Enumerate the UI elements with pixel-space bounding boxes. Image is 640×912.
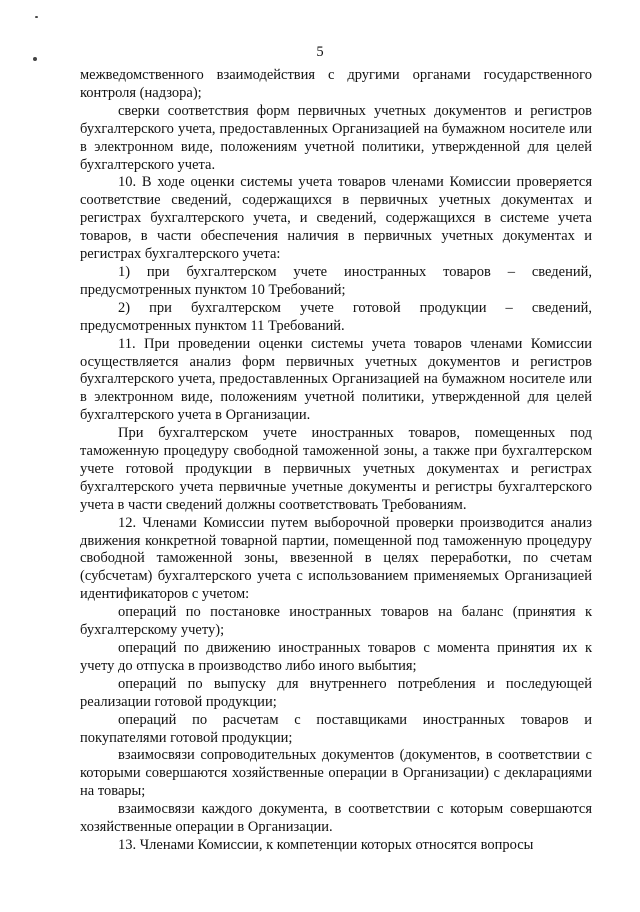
document-body <box>80 67 592 855</box>
paragraph-item-10-2: 2) при бухгалтерском учете готовой продукции – сведений, предусмотренных пунктом 11 Требований. <box>80 299 592 334</box>
paragraph-item-11-note: При бухгалтерском учете иностранных товаров, помещенных под таможенную процедуру свободной таможенной зоны, а также при бухгалтерском учете готовой продукции в первичных учетных документах и регистрах бухгалтерского учета первичные учетные документы и регистры бухгалтерского учета в части сведений должны соответствовать Требованиям. <box>80 425 592 513</box>
scan-speck-top <box>35 16 38 18</box>
paragraph-reconciliation: сверки соответствия форм первичных учетных документов и регистров бухгалтерского учета, предоставленных Организацией на бумажном носителе или в электронном виде, положениям учетной политики, утвержденной для целей бухгалтерского учета. <box>80 102 592 173</box>
paragraph-item-12-b: операций по движению иностранных товаров с момента принятия их к учету до отпуска в производство либо иного выбытия; <box>80 640 592 674</box>
paragraph-continuation: межведомственного взаимодействия с другими органами государственного контроля (надзора); <box>80 67 592 101</box>
paragraph-item-13: 13. Членами Комиссии, к компетенции которых относятся вопросы <box>118 836 534 853</box>
paragraph-item-12-c: операций по выпуску для внутреннего потребления и последующей реализации готовой продукции; <box>80 675 592 710</box>
paragraph-item-12: 12. Членами Комиссии путем выборочной проверки производится анализ движения конкретной товарной партии, помещенной под таможенную процедуру свободной таможенной зоны, ввезенной в целях переработки, по счетам (субсчетам) бухгалтерского учета с использованием применяемых Организацией идентификаторов с учетом: <box>80 514 592 603</box>
page-number: 5 <box>316 44 324 60</box>
paragraph-item-12-f: взаимосвязи каждого документа, в соответствии с которым совершаются хозяйственные операции в Организации. <box>80 801 592 836</box>
paragraph-item-12-d: операций по расчетам с поставщиками иностранных товаров и покупателями готовой продукции; <box>80 711 592 746</box>
paragraph-item-12-a: операций по постановке иностранных товаров на баланс (принятия к бухгалтерскому учету); <box>80 604 592 639</box>
paragraph-item-10: 10. В ходе оценки системы учета товаров членами Комиссии проверяется соответствие сведений, содержащихся в первичных учетных документах и регистрах бухгалтерского учета, и сведений, содержащихся в системе учета товаров, в части обеспечения наличия в первичных учетных документах и регистрах бухгалтерского учета: <box>80 174 592 263</box>
paragraph-item-11: 11. При проведении оценки системы учета товаров членами Комиссии осуществляется анализ форм первичных учетных документов и регистров бухгалтерского учета, предоставленных Организацией на бумажном носителе или в электронном виде, положениям учетной политики, утвержденной для целей бухгалтерского учета в Организации. <box>80 335 592 424</box>
paragraph-item-12-e: взаимосвязи сопроводительных документов (документов, в соответствии с которыми совершаются хозяйственные операции в Организации) с декларациями на товары; <box>80 747 592 800</box>
paragraph-item-10-1: 1) при бухгалтерском учете иностранных товаров – сведений, предусмотренных пунктом 10 Требований; <box>80 263 592 298</box>
